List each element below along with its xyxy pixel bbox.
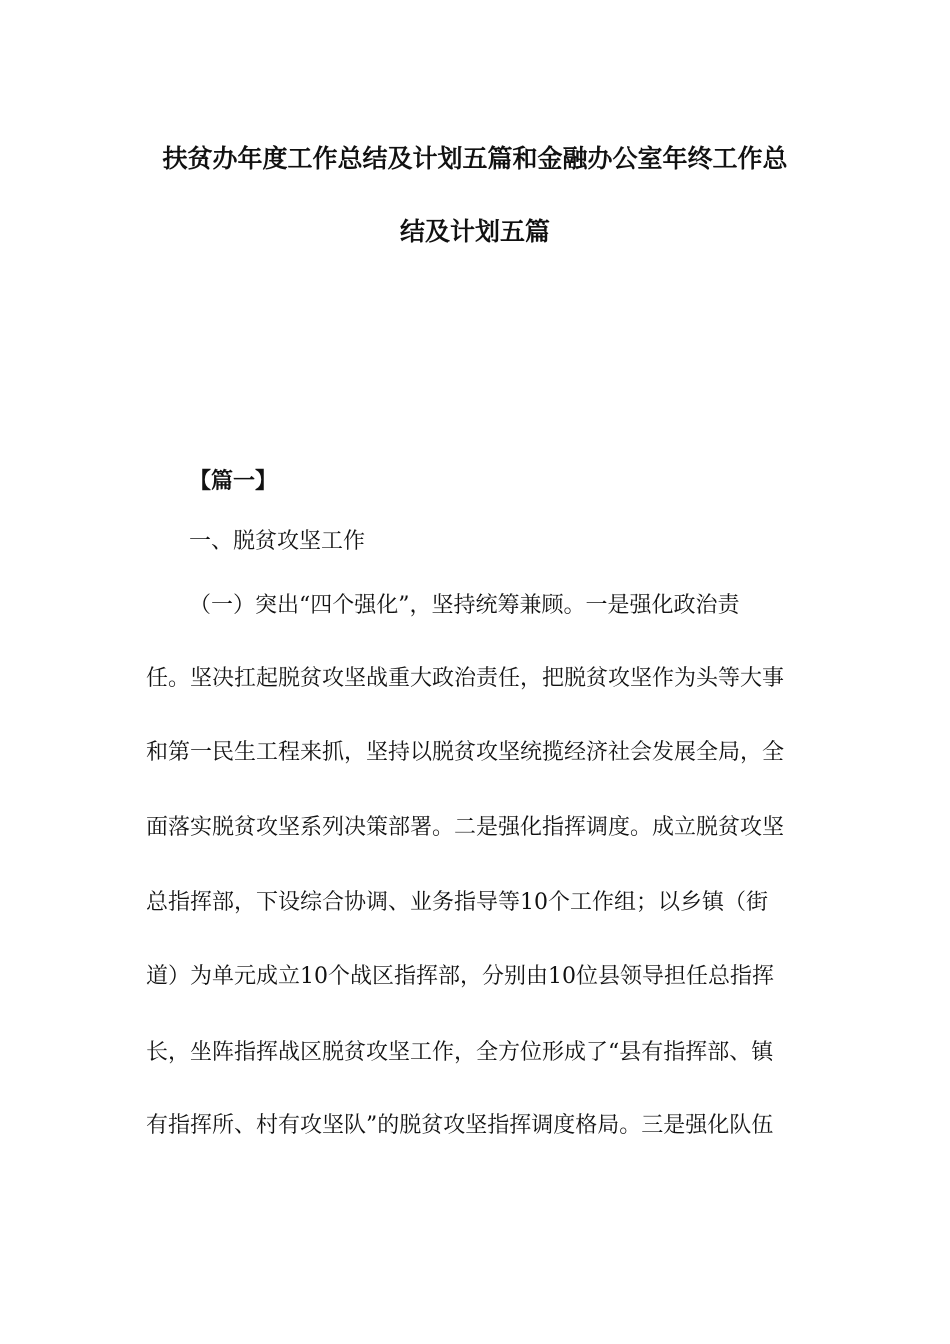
body-line-2: 任。坚决扛起脱贫攻坚战重大政治责任，把脱贫攻坚作为头等大事 bbox=[146, 666, 785, 691]
section-marker: 【篇一】 bbox=[189, 468, 278, 494]
body-line-7: 长，坐阵指挥战区脱贫攻坚工作，全方位形成了“县有指挥部、镇 bbox=[146, 1040, 774, 1065]
document-title-line-1: 扶贫办年度工作总结及计划五篇和金融办公室年终工作总 bbox=[162, 144, 788, 173]
document-title-line-2: 结及计划五篇 bbox=[399, 217, 550, 246]
body-line-1: （一）突出“四个强化”，坚持统筹兼顾。一是强化政治责 bbox=[189, 593, 740, 618]
body-line-6: 道）为单元成立10个战区指挥部，分别由10位县领导担任总指挥 bbox=[146, 964, 774, 989]
body-line-4: 面落实脱贫攻坚系列决策部署。二是强化指挥调度。成立脱贫攻坚 bbox=[146, 815, 785, 840]
body-line-8: 有指挥所、村有攻坚队”的脱贫攻坚指挥调度格局。三是强化队伍 bbox=[146, 1113, 774, 1138]
section-heading: 一、脱贫攻坚工作 bbox=[189, 529, 366, 554]
body-line-3: 和第一民生工程来抓，坚持以脱贫攻坚统揽经济社会发展全局，全 bbox=[146, 740, 785, 765]
body-line-5: 总指挥部，下设综合协调、业务指导等10个工作组；以乡镇（街 bbox=[146, 890, 768, 915]
